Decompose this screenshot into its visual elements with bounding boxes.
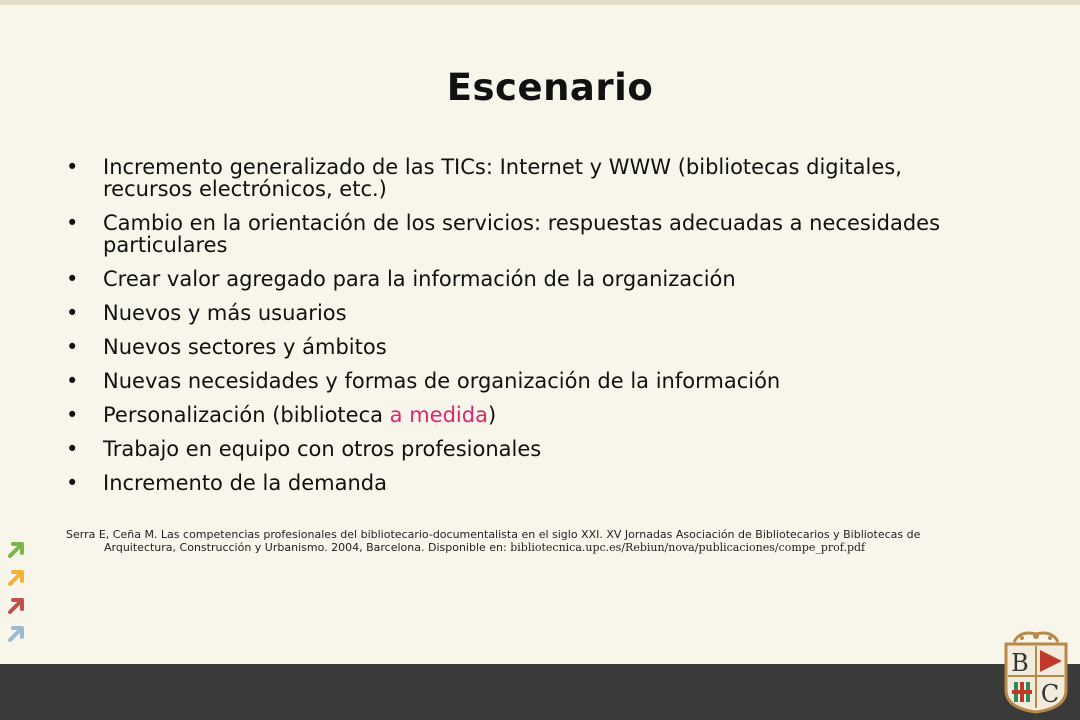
bullet-text: Nuevos y más usuarios xyxy=(103,301,347,325)
citation-line-2 xyxy=(66,541,1046,554)
citation-line-1: Serra E, Ceña M. Las competencias profesionales del bibliotecario-documentalista en el siglo XXI. XV Jornadas Asociación de Bibliotecarios y Bibliotecas de xyxy=(66,528,921,541)
bullet-marker: • xyxy=(66,335,79,359)
bullet-text: Crear valor agregado para la información de la organización xyxy=(103,267,736,291)
bullet-marker: • xyxy=(66,471,79,495)
decorative-arrows xyxy=(6,540,28,652)
bullet-text: Cambio en la orientación de los servicios: respuestas adecuadas a necesidades particulares xyxy=(103,211,941,257)
bullet-marker: • xyxy=(66,369,79,393)
bullet-text: Incremento generalizado de las TICs: Internet y WWW (bibliotecas digitales, recursos electrónicos, etc.) xyxy=(103,155,902,201)
arrow-up-right-green-icon xyxy=(6,540,26,560)
citation-text: Arquitectura, Construcción y Urbanismo. 2004, Barcelona. Disponible en: xyxy=(104,541,511,554)
bullet-marker: • xyxy=(66,155,79,179)
arrow-up-right-yellow-icon xyxy=(6,568,26,588)
bullet-item xyxy=(66,336,946,358)
bullet-marker: • xyxy=(66,403,79,427)
bullet-text: Nuevas necesidades y formas de organización de la información xyxy=(103,369,781,393)
slide-title: Escenario xyxy=(446,66,654,109)
svg-text:B: B xyxy=(1011,649,1029,677)
bullet-item xyxy=(66,268,946,290)
bullet-marker: • xyxy=(66,211,79,235)
citation-url: bibliotecnica.upc.es/Rebiun/nova/publicaciones/compe_prof.pdf xyxy=(510,541,866,554)
bullet-item xyxy=(66,212,946,256)
bullet-item xyxy=(66,370,946,392)
bullet-text-before: Personalización (biblioteca xyxy=(103,403,390,427)
bullet-text: Trabajo en equipo con otros profesionales xyxy=(103,437,542,461)
bullet-text-after: ) xyxy=(487,403,497,427)
bullet-text: Nuevos sectores y ámbitos xyxy=(103,335,387,359)
bullet-list xyxy=(66,156,946,506)
bullet-item xyxy=(66,472,946,494)
footer-bar xyxy=(0,664,1080,720)
svg-text:C: C xyxy=(1040,680,1060,708)
top-border xyxy=(0,0,1080,5)
bullet-marker: • xyxy=(66,267,79,291)
bullet-item xyxy=(66,156,946,200)
bullet-item xyxy=(66,404,946,426)
arrow-up-right-red-icon xyxy=(6,596,26,616)
library-logo xyxy=(1000,628,1072,714)
bullet-marker: • xyxy=(66,301,79,325)
bullet-item xyxy=(66,302,946,324)
bullet-marker: • xyxy=(66,437,79,461)
bullet-text: Incremento de la demanda xyxy=(103,471,387,495)
citation xyxy=(66,528,1046,554)
arrow-up-right-blue-icon xyxy=(6,624,26,644)
bullet-highlight: a medida xyxy=(389,403,488,427)
bullet-item xyxy=(66,438,946,460)
